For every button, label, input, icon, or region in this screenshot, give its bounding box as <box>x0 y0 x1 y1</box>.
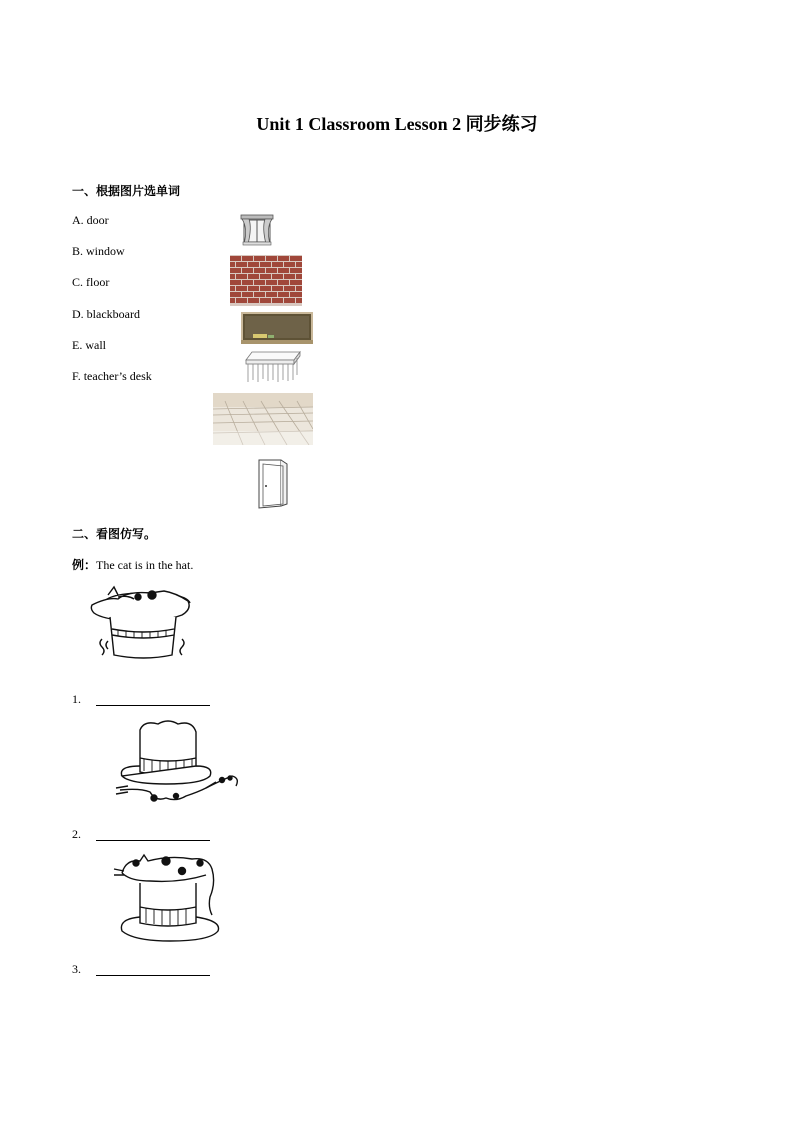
option-c: C. floor <box>72 275 110 289</box>
section-heading-2: 二、看图仿写。 <box>72 527 157 541</box>
window-picture <box>240 214 274 246</box>
option-f: F. teacher’s desk <box>72 369 152 383</box>
section-heading-1: 一、根据图片选单词 <box>72 184 181 198</box>
cat-on-hat-picture <box>110 853 240 943</box>
teacher-desk-picture <box>244 350 302 384</box>
question-number-3: 3. <box>72 962 81 976</box>
option-d: D. blackboard <box>72 307 140 321</box>
cat-in-hat-picture <box>88 583 196 663</box>
answer-blank-2[interactable] <box>96 839 210 841</box>
example-sentence <box>72 556 193 573</box>
blackboard-picture <box>241 312 313 344</box>
option-e: E. wall <box>72 338 106 352</box>
page-title: Unit 1 Classroom Lesson 2 同步练习 <box>256 114 538 134</box>
option-a: A. door <box>72 213 109 227</box>
question-number-2: 2. <box>72 827 81 841</box>
brick-wall-picture <box>230 255 302 306</box>
question-number-1: 1. <box>72 692 81 706</box>
answer-blank-3[interactable] <box>96 974 210 976</box>
option-b: B. window <box>72 244 125 258</box>
example-text: The cat is in the hat. <box>96 558 194 572</box>
example-label: 例： <box>72 558 97 572</box>
answer-blank-1[interactable] <box>96 704 210 706</box>
door-picture <box>257 458 289 510</box>
floor-picture <box>213 393 313 445</box>
cat-under-hat-picture <box>110 718 242 804</box>
